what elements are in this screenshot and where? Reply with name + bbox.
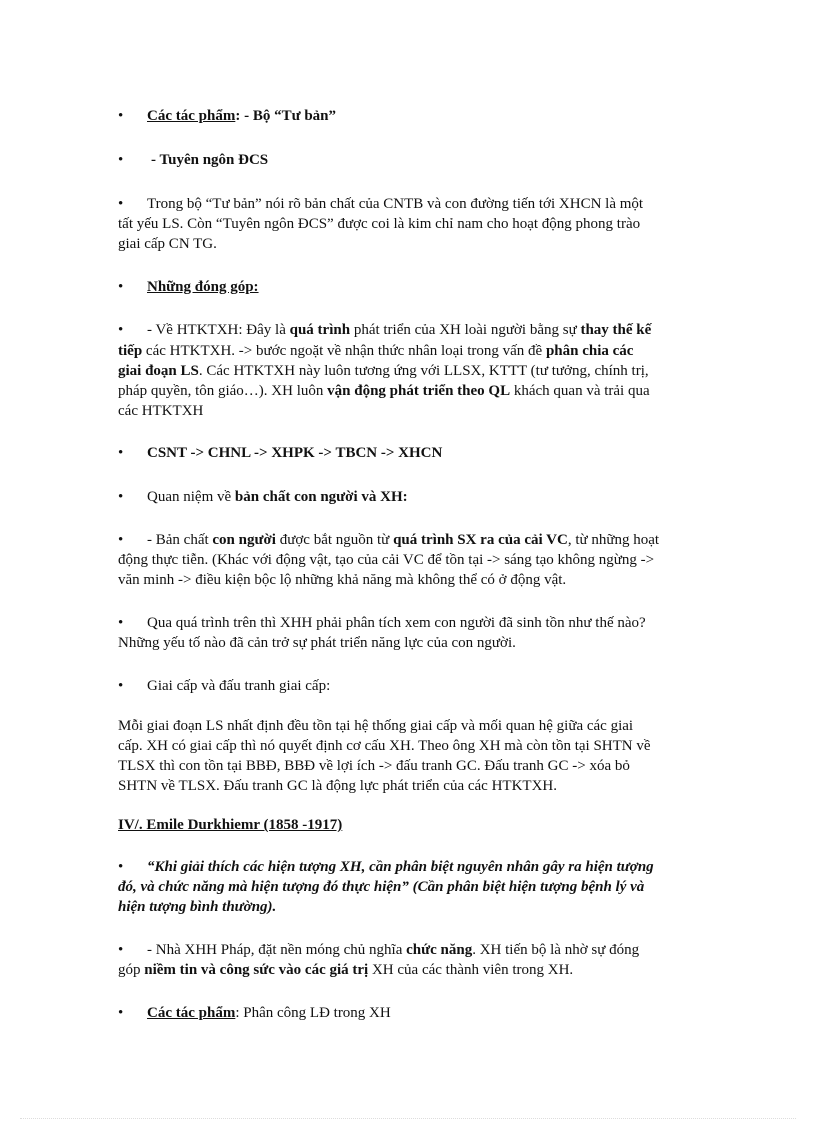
quote-line-1 bbox=[147, 857, 693, 877]
works-paragraph bbox=[147, 106, 693, 126]
htktxh-line-1 bbox=[147, 320, 693, 340]
text-run-bold: giai đoạn LS bbox=[118, 363, 199, 379]
htktxh-line-5: các HTKTXH bbox=[118, 403, 204, 419]
bullet-marker: • bbox=[118, 1005, 124, 1021]
text-run: được bắt nguồn từ bbox=[275, 532, 394, 548]
works-label: Các tác phẩm bbox=[147, 1005, 236, 1021]
htktxh-line-4 bbox=[118, 381, 693, 401]
human-nature-line-2: động thực tiễn. (Khác với động vật, tạo của cải VC để tồn tại -> sáng tạo không ngừng -> bbox=[118, 552, 655, 568]
section-heading-text: IV/. Emile Durkhiemr (1858 -1917) bbox=[118, 817, 343, 833]
capital-paragraph bbox=[147, 194, 693, 214]
works-paragraph-2 bbox=[147, 1003, 693, 1023]
text-run-bold: quá trình bbox=[289, 322, 351, 338]
bullet-marker: • bbox=[118, 942, 124, 958]
analysis-line-2: Những yếu tố nào đã cản trở sự phát triển năng lực của con người. bbox=[118, 635, 516, 651]
text-run: XH của các thành viên trong XH. bbox=[368, 962, 574, 978]
human-nature-heading bbox=[147, 487, 693, 507]
text-run-bold: tiếp bbox=[118, 343, 143, 359]
text-run-bold: bản chất con người và XH: bbox=[234, 489, 408, 505]
works-value: : - Bộ “Tư bản” bbox=[235, 108, 337, 124]
quote-line-2 bbox=[118, 877, 693, 897]
quote-text: đó, và chức năng mà hiện tượng đó thực hiện” (Cần phân biệt hiện tượng bệnh lý và bbox=[118, 879, 645, 895]
htktxh-line-2 bbox=[118, 341, 693, 361]
quote-text: “Khi giải thích các hiện tượng XH, cần phân biệt nguyên nhân gây ra hiện tượng bbox=[147, 859, 654, 875]
htktxh-line-3 bbox=[118, 361, 693, 381]
text-run: - Nhà XHH Pháp, đặt nền móng chủ nghĩa bbox=[147, 942, 407, 958]
capital-line-3: giai cấp CN TG. bbox=[118, 236, 217, 252]
works-label: Các tác phẩm bbox=[147, 108, 236, 124]
contributions-heading bbox=[147, 277, 693, 297]
human-nature-line-3: văn minh -> điều kiện bộc lộ những khả năng mà không thể có ở động vật. bbox=[118, 572, 567, 588]
human-nature-line-1 bbox=[147, 530, 693, 550]
text-run: Quan niệm về bbox=[147, 489, 235, 505]
bullet-marker: • bbox=[118, 152, 124, 168]
analysis-line-1: Qua quá trình trên thì XHH phải phân tích xem con người đã sinh tồn như thế nào? bbox=[147, 615, 646, 631]
text-run-bold: vận động phát triển theo QL bbox=[327, 383, 511, 399]
page-edge bbox=[20, 1118, 796, 1119]
text-run-bold: quá trình SX ra của cải VC bbox=[393, 532, 568, 548]
bullet-marker: • bbox=[118, 859, 124, 875]
functionalism-line-1 bbox=[147, 940, 693, 960]
text-run: khách quan và trải qua bbox=[510, 383, 650, 399]
bullet-marker: • bbox=[118, 322, 124, 338]
text-run: góp bbox=[118, 962, 145, 978]
manifesto-text: - Tuyên ngôn ĐCS bbox=[151, 152, 269, 168]
bullet-marker: • bbox=[118, 279, 124, 295]
class-line-2: cấp. XH có giai cấp thì nó quyết định cơ cấu XH. Theo ông XH mà còn tồn tại SHTN về bbox=[118, 738, 651, 754]
class-line-1: Mỗi giai đoạn LS nhất định đều tồn tại hệ thống giai cấp và mối quan hệ giữa các giai bbox=[118, 718, 634, 734]
capital-line-1: Trong bộ “Tư bản” nói rõ bản chất của CNTB và con đường tiến tới XHCN là một bbox=[147, 196, 644, 212]
bullet-marker: • bbox=[118, 108, 124, 124]
class-line-3: TLSX thì con tồn tại BBĐ, BBĐ về lợi ích -> đấu tranh GC. Đấu tranh GC -> xóa bỏ bbox=[118, 758, 630, 774]
text-run: - Về HTKTXH: Đây là bbox=[147, 322, 290, 338]
class-line-4: SHTN về TLSX. Đấu tranh GC là động lực phát triển của các HTKTXH. bbox=[118, 778, 557, 794]
text-run-bold: phân chia các bbox=[545, 343, 634, 359]
text-run: - Bản chất bbox=[147, 532, 213, 548]
manifesto-line bbox=[151, 150, 697, 170]
text-run: các HTKTXH. -> bước ngoặt về nhận thức nhân loại trong vấn đề bbox=[142, 343, 546, 359]
text-run-bold: con người bbox=[212, 532, 276, 548]
text-run: phát triển của XH loài người bằng sự bbox=[350, 322, 581, 338]
text-run: pháp quyền, tôn giáo…). XH luôn bbox=[118, 383, 328, 399]
quote-text: hiện tượng bình thường). bbox=[118, 899, 277, 915]
quote-line-3 bbox=[118, 897, 693, 917]
works-value: : Phân công LĐ trong XH bbox=[235, 1005, 391, 1021]
class-struggle-heading: Giai cấp và đấu tranh giai cấp: bbox=[147, 678, 331, 694]
bullet-marker: • bbox=[118, 196, 124, 212]
text-run: , từ những hoạt bbox=[567, 532, 660, 548]
section-heading bbox=[118, 815, 693, 835]
contributions-label: Những đóng góp: bbox=[147, 279, 259, 295]
bullet-marker: • bbox=[118, 532, 124, 548]
bullet-marker: • bbox=[118, 489, 124, 505]
text-run: . Các HTKTXH này luôn tương ứng với LLSX, KTTT (tư tưởng, chính trị, bbox=[198, 363, 649, 379]
stages-text: CSNT -> CHNL -> XHPK -> TBCN -> XHCN bbox=[147, 445, 443, 461]
capital-line-2: tất yếu LS. Còn “Tuyên ngôn ĐCS” được coi là kim chỉ nam cho hoạt động phong trào bbox=[118, 216, 641, 232]
bullet-marker: • bbox=[118, 615, 124, 631]
text-run-bold: chức năng bbox=[406, 942, 473, 958]
text-run-bold: niềm tin và công sức vào các giá trị bbox=[144, 962, 369, 978]
text-run-bold: thay thế kế bbox=[580, 322, 652, 338]
functionalism-line-2 bbox=[118, 960, 693, 980]
text-run: . XH tiến bộ là nhờ sự đóng bbox=[472, 942, 640, 958]
bullet-marker: • bbox=[118, 678, 124, 694]
stages-sequence bbox=[147, 443, 693, 463]
bullet-marker: • bbox=[118, 445, 124, 461]
